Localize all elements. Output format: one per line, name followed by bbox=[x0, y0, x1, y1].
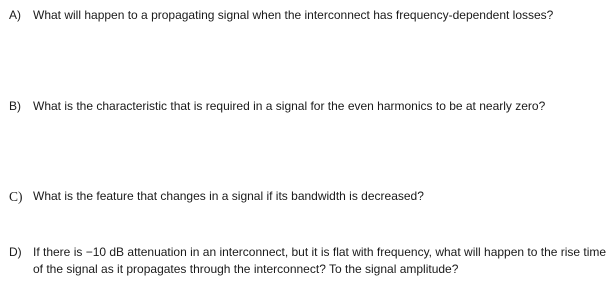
question-marker: C) bbox=[9, 189, 23, 204]
question-marker: B) bbox=[9, 99, 21, 113]
question-text: What will happen to a propagating signal when the interconnect has frequency-dependent losses? bbox=[33, 8, 554, 22]
question-text: If there is −10 dB attenuation in an interconnect, but it is flat with frequency, what will happen to the rise time of the signal as it propagates through the interconnect? To the signal amplitude? bbox=[33, 245, 607, 276]
question-marker: A) bbox=[9, 8, 21, 22]
question-marker: D) bbox=[9, 245, 22, 259]
question-text: What is the characteristic that is required in a signal for the even harmonics to be at nearly zero? bbox=[33, 99, 546, 113]
question-text: What is the feature that changes in a signal if its bandwidth is decreased? bbox=[33, 189, 424, 203]
